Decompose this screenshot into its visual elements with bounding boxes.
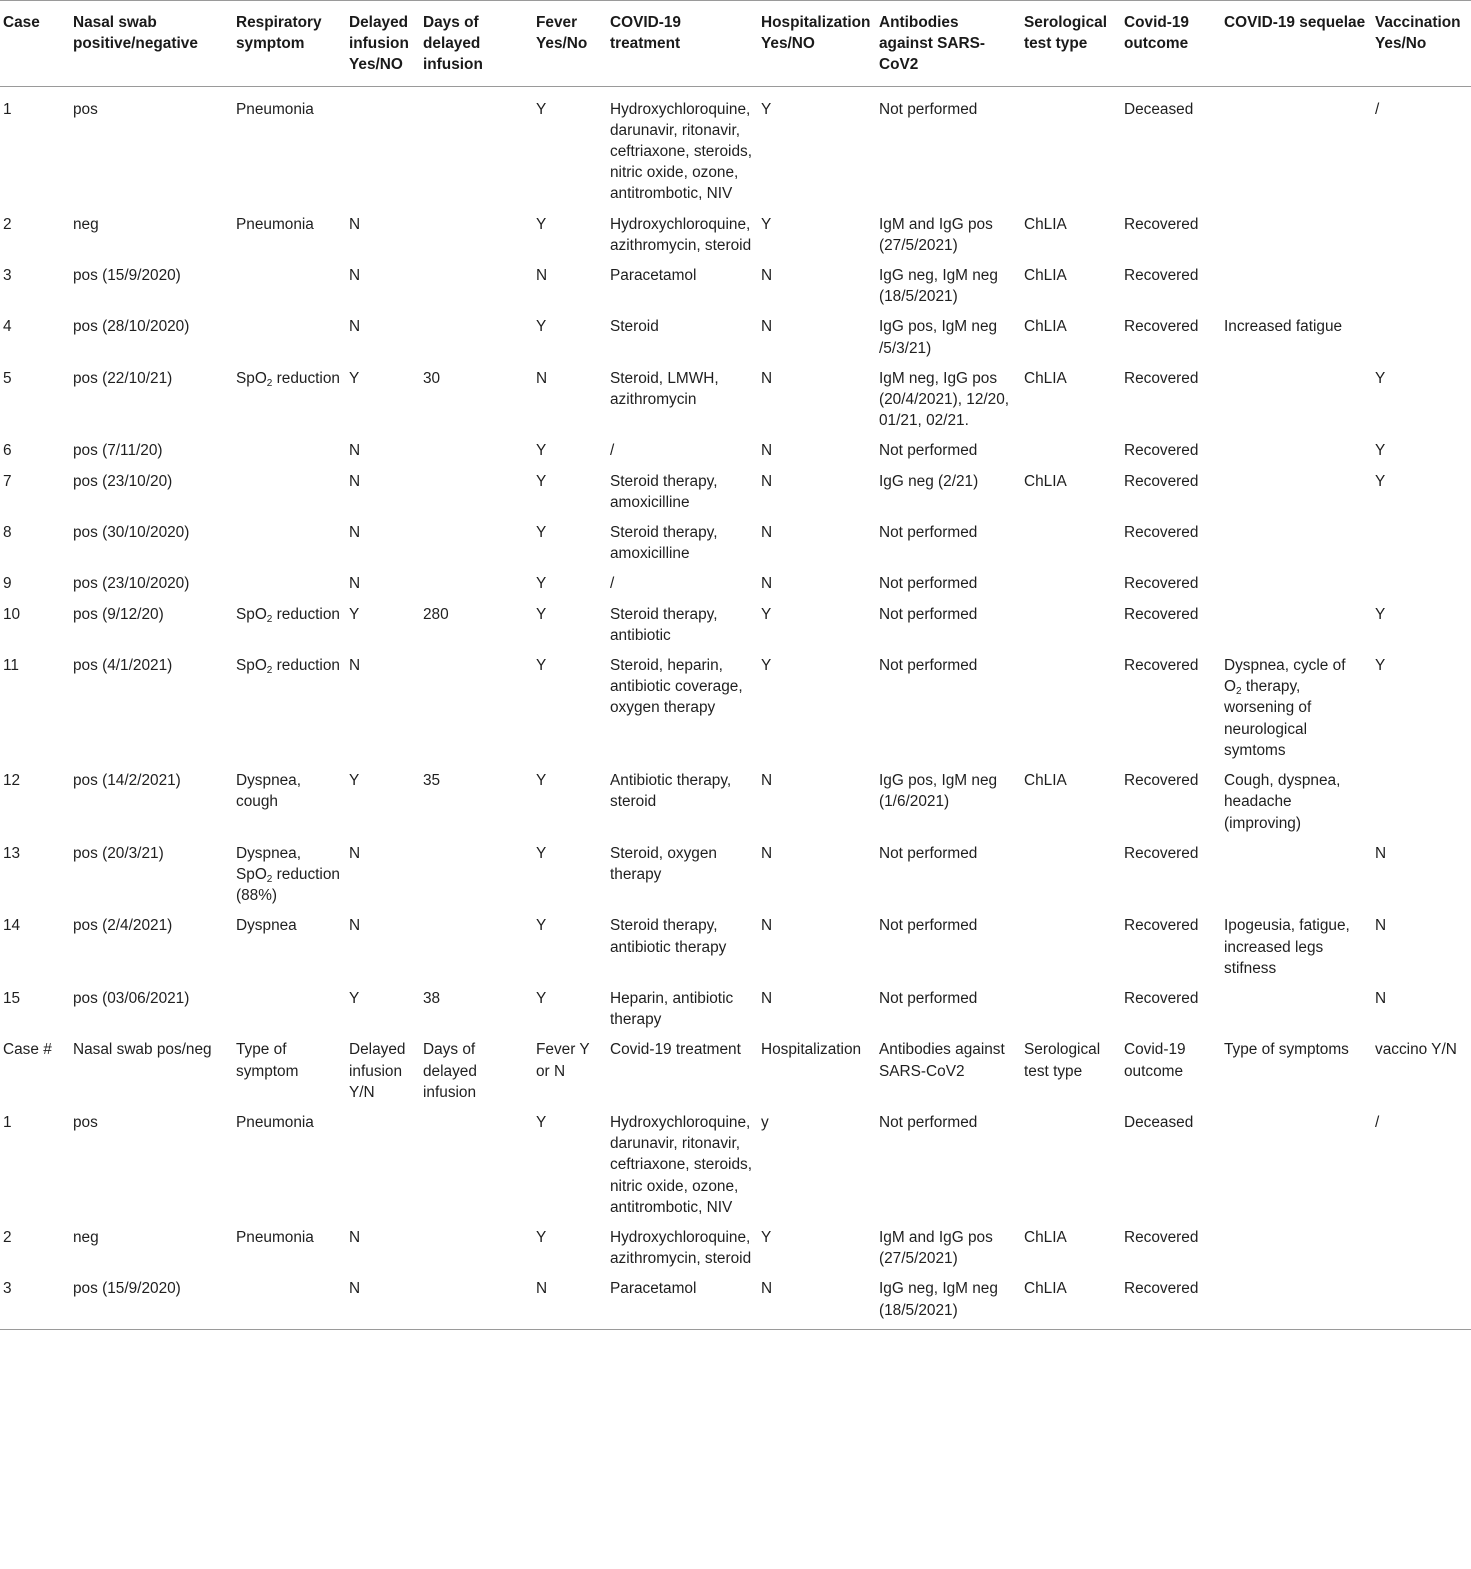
table-row (0, 838, 1471, 911)
table-cell: Hydroxychloroquine, azithromycin, steroid (610, 215, 752, 254)
table-row (0, 517, 1471, 568)
table-cell: N (761, 442, 773, 460)
table-cell: Y (761, 605, 772, 623)
table-cell (419, 1273, 532, 1329)
table-cell (1020, 86, 1120, 209)
table-cell: Recovered (1124, 369, 1199, 387)
table-body (0, 86, 1471, 1329)
table-cell: Recovered (1124, 524, 1199, 542)
table-cell: Y (761, 1228, 772, 1246)
table-cell (1020, 910, 1120, 983)
table-row (0, 910, 1471, 983)
table-row (0, 1222, 1471, 1273)
table-row (0, 435, 1471, 465)
table-cell: Y (1375, 472, 1386, 490)
table-cell: ChLIA (1024, 369, 1067, 387)
table-cell: IgM and IgG pos (27/5/2021) (879, 1228, 993, 1268)
table-cell: N (349, 575, 361, 593)
table-cell: Recovered (1124, 472, 1199, 490)
table-cell: 6 (3, 442, 12, 460)
table-cell: Steroid therapy, antibiotic therapy (610, 917, 727, 956)
table-cell: SpO$_2$ reduction (236, 657, 340, 677)
table-row (0, 86, 1471, 209)
table-cell: N (761, 369, 773, 387)
table-cell: Y (536, 989, 547, 1007)
table-cell: Recovered (1124, 844, 1199, 862)
table-cell: ChLIA (1020, 1273, 1120, 1329)
table-cell: Dyspnea (236, 917, 297, 935)
table-row (0, 1034, 1471, 1107)
table-cell: 2 (3, 215, 12, 233)
table-cell: pos (73, 100, 98, 118)
table-cell: Y (536, 524, 547, 542)
table-cell: Heparin, antibiotic therapy (610, 989, 734, 1029)
table-cell: 5 (3, 369, 12, 387)
table-cell: N (532, 1273, 606, 1329)
table-cell: pos (03/06/2021) (73, 989, 190, 1007)
table-cell: Steroid (610, 318, 659, 336)
table-cell (1220, 1222, 1371, 1273)
table-cell: / (1375, 100, 1380, 118)
table-cell: Type of symptom (236, 1041, 299, 1080)
table-cell: Y (536, 472, 547, 490)
table-cell: Not performed (879, 442, 978, 460)
column-header: Vaccination Yes/No (1371, 1, 1471, 87)
table-cell: Covid-19 outcome (1124, 1041, 1186, 1080)
column-header: Covid-19 outcome (1120, 1, 1220, 87)
table-cell: N (349, 1228, 361, 1246)
table-cell: 1 (3, 100, 12, 118)
table-cell: Y (349, 772, 360, 790)
table-cell (1020, 435, 1120, 465)
table-cell (1020, 1107, 1120, 1222)
table-cell (232, 466, 345, 517)
table-cell: Steroid therapy, antibiotic (610, 605, 718, 644)
table-cell (1220, 209, 1371, 260)
table-cell (1371, 260, 1471, 311)
table-cell: N (536, 267, 548, 285)
table-cell: Recovered (1124, 267, 1199, 285)
table-cell: 8 (3, 524, 12, 542)
table-cell: Steroid therapy, amoxicilline (610, 472, 718, 511)
table-cell (1020, 983, 1120, 1034)
table-cell: N (349, 472, 361, 490)
table-cell: IgG neg, IgM neg (18/5/2021) (879, 267, 998, 306)
table-cell: Hydroxychloroquine, darunavir, ritonavir, ceftriaxone, steroids, nitric oxide, ozone, antitrombotic, NIV (610, 1113, 753, 1216)
table-cell: Recovered (1124, 772, 1199, 790)
table-cell: SpO$_2$ reduction (236, 369, 340, 389)
table-cell: Y (761, 100, 772, 118)
table-cell: Recovered (1124, 1228, 1199, 1246)
table-cell: Y (536, 1113, 547, 1131)
table-cell: N (761, 772, 773, 790)
table-cell: Steroid, oxygen therapy (610, 844, 717, 883)
table-cell: IgM neg, IgG pos (20/4/2021), 12/20, 01/21, 02/21. (879, 369, 1010, 430)
table-cell: ChLIA (1024, 472, 1067, 490)
header-row (0, 1, 1471, 87)
table-cell: Recovered (1120, 1273, 1220, 1329)
table-cell: Y (1375, 369, 1386, 387)
table-cell (1220, 363, 1371, 436)
table-cell: Deceased (1124, 1113, 1194, 1131)
table-cell (419, 311, 532, 362)
table-cell: ChLIA (1024, 1228, 1067, 1246)
table-cell: Y (761, 215, 772, 233)
table-row (0, 983, 1471, 1034)
table-cell: 15 (3, 989, 21, 1007)
table-cell (1220, 1107, 1371, 1222)
table-cell (419, 650, 532, 765)
table-cell (1371, 517, 1471, 568)
table-cell: / (610, 575, 615, 593)
table-cell: Y (536, 657, 547, 675)
table-cell: Recovered (1124, 575, 1199, 593)
table-cell: Y (536, 318, 547, 336)
table-cell: N (349, 215, 361, 233)
table-cell: pos (9/12/20) (73, 605, 164, 623)
table-cell: pos (28/10/2020) (73, 318, 190, 336)
table-cell: N (1375, 989, 1387, 1007)
table-row (0, 599, 1471, 650)
table-cell: Deceased (1124, 100, 1194, 118)
table-cell: Ipogeusia, fatigue, increased legs stifness (1224, 917, 1350, 977)
table-cell: Y (536, 605, 547, 623)
table-cell: pos (23/10/2020) (73, 575, 190, 593)
table-cell: pos (4/1/2021) (73, 657, 173, 675)
table-cell: Not performed (879, 524, 978, 542)
table-cell (232, 260, 345, 311)
table-cell: Y (536, 100, 547, 118)
table-cell: Y (536, 772, 547, 790)
table-cell: Recovered (1124, 989, 1199, 1007)
table-cell: 30 (423, 369, 441, 387)
table-cell: Y (761, 657, 772, 675)
table-cell: vaccino Y/N (1375, 1041, 1457, 1059)
table-cell: pos (15/9/2020) (73, 267, 181, 285)
table-cell: Recovered (1124, 215, 1199, 233)
table-cell (1020, 838, 1120, 911)
table-cell: N (349, 267, 361, 285)
table-cell: IgM and IgG pos (27/5/2021) (879, 215, 993, 254)
table-cell: Nasal swab pos/neg (73, 1041, 212, 1059)
table-cell: IgG neg (2/21) (879, 472, 979, 490)
table-cell: Dyspnea, SpO$_2$ reduction (88%) (236, 844, 340, 905)
table-cell: Recovered (1124, 605, 1199, 623)
table-cell: ChLIA (1024, 318, 1067, 336)
table-cell: ChLIA (1024, 267, 1067, 285)
column-header: Hospitalization Yes/NO (757, 1, 875, 87)
table-header (0, 1, 1471, 87)
table-cell (1020, 568, 1120, 598)
table-cell: Pneumonia (236, 1113, 314, 1131)
table-cell: IgG pos, IgM neg (1/6/2021) (879, 772, 998, 811)
table-cell: 3 (0, 1273, 69, 1329)
table-cell: Hydroxychloroquine, azithromycin, steroid (610, 1228, 752, 1268)
table-cell: N (349, 442, 361, 460)
table-cell: 3 (3, 267, 12, 285)
table-cell: Recovered (1124, 657, 1199, 675)
table-row (0, 363, 1471, 436)
table-cell: Hospitalization (761, 1041, 862, 1059)
table-cell: Y (536, 442, 547, 460)
table-cell (419, 466, 532, 517)
table-cell (1220, 838, 1371, 911)
table-cell: N (761, 318, 773, 336)
table-cell: N (349, 657, 361, 675)
table-cell: Pneumonia (236, 100, 314, 118)
column-header: COVID-19 treatment (606, 1, 757, 87)
table-cell: 7 (3, 472, 12, 490)
table-cell: Case # (3, 1041, 52, 1059)
table-cell: N (761, 844, 773, 862)
table-cell: pos (7/11/20) (73, 442, 163, 460)
table-cell: Days of delayed infusion (423, 1041, 477, 1101)
table-cell: Not performed (879, 575, 978, 593)
table-cell (419, 209, 532, 260)
table-cell: N (757, 1273, 875, 1329)
table-cell (419, 435, 532, 465)
column-header: Respiratory symptom (232, 1, 345, 87)
table-cell (1020, 599, 1120, 650)
table-cell (419, 1222, 532, 1273)
table-cell (232, 1273, 345, 1329)
table-cell: pos (22/10/21) (73, 369, 173, 387)
table-cell: N (761, 267, 773, 285)
column-header: Serological test type (1020, 1, 1120, 87)
table-row (0, 1273, 1471, 1329)
table-cell: pos (73, 1113, 98, 1131)
table-cell: pos (20/3/21) (73, 844, 164, 862)
table-cell: N (349, 524, 361, 542)
table-cell: Recovered (1124, 318, 1199, 336)
table-cell (1371, 1222, 1471, 1273)
table-row (0, 568, 1471, 598)
table-cell: Y (1375, 657, 1386, 675)
table-cell: ChLIA (1024, 772, 1067, 790)
table-row (0, 765, 1471, 838)
column-header: COVID-19 sequelae (1220, 1, 1371, 87)
table-cell: pos (23/10/20) (73, 472, 173, 490)
table-cell: pos (30/10/2020) (73, 524, 190, 542)
table-cell: 9 (3, 575, 12, 593)
table-cell (419, 1107, 532, 1222)
table-cell: / (1375, 1113, 1380, 1131)
table-cell: pos (15/9/2020) (69, 1273, 232, 1329)
table-cell (1220, 517, 1371, 568)
table-cell (419, 568, 532, 598)
table-cell: Not performed (879, 100, 978, 118)
table-cell: Y (349, 989, 360, 1007)
table-cell: Paracetamol (610, 267, 697, 285)
table-cell (419, 838, 532, 911)
column-header: Case (0, 1, 69, 87)
table-cell: Paracetamol (606, 1273, 757, 1329)
table-cell: Hydroxychloroquine, darunavir, ritonavir, ceftriaxone, steroids, nitric oxide, ozone, antitrombotic, NIV (610, 100, 753, 203)
table-cell (1371, 568, 1471, 598)
table-cell (1020, 517, 1120, 568)
table-cell: Y (1375, 442, 1386, 460)
table-cell: SpO$_2$ reduction (236, 605, 340, 625)
table-cell: y (761, 1113, 769, 1131)
table-cell: / (610, 442, 615, 460)
table-cell (1220, 599, 1371, 650)
table-cell: N (349, 844, 361, 862)
table-cell: 2 (3, 1228, 12, 1246)
table-cell (1220, 466, 1371, 517)
table-cell (1220, 435, 1371, 465)
table-cell (1220, 568, 1371, 598)
table-cell: Not performed (879, 605, 978, 623)
table-cell: 1 (3, 1113, 12, 1131)
table-cell: neg (73, 1228, 99, 1246)
table-cell (1220, 260, 1371, 311)
table-cell: Steroid, LMWH, azithromycin (610, 369, 719, 409)
column-header: Fever Yes/No (532, 1, 606, 87)
table-cell: Not performed (879, 989, 978, 1007)
table-cell: 280 (423, 605, 449, 623)
table-cell: N (1375, 917, 1387, 935)
table-cell: N (761, 989, 773, 1007)
table-cell: neg (73, 215, 99, 233)
table-cell: IgG neg, IgM neg (18/5/2021) (875, 1273, 1020, 1329)
table-row (0, 311, 1471, 362)
table-cell: 12 (3, 772, 21, 790)
table-cell: Not performed (879, 1113, 978, 1131)
table-cell: 38 (423, 989, 441, 1007)
table-cell: Increased fatigue (1224, 318, 1343, 336)
table-cell: Serological test type (1024, 1041, 1101, 1080)
table-cell: Type of symptoms (1224, 1041, 1349, 1059)
table-cell: Steroid therapy, amoxicilline (610, 524, 718, 563)
table-row (0, 466, 1471, 517)
table-cell (232, 568, 345, 598)
table-cell (1220, 1273, 1371, 1329)
table-cell: Y (536, 215, 547, 233)
table-cell (345, 1107, 419, 1222)
table-cell: 4 (3, 318, 12, 336)
table-cell: N (349, 318, 361, 336)
table-cell: 10 (3, 605, 21, 623)
table-cell: Pneumonia (236, 1228, 314, 1246)
table-cell: Dyspnea, cough (236, 772, 302, 811)
table-cell: N (349, 917, 361, 935)
table-cell: Y (536, 1228, 547, 1246)
table-cell: N (345, 1273, 419, 1329)
table-cell: Antibodies against SARS-CoV2 (879, 1041, 1005, 1080)
table-cell (232, 983, 345, 1034)
table-cell: Delayed infusion Y/N (349, 1041, 406, 1101)
column-header: Days of delayed infusion (419, 1, 532, 87)
table-cell (1371, 1273, 1471, 1329)
table-cell (1220, 86, 1371, 209)
table-cell: pos (14/2/2021) (73, 772, 181, 790)
table-cell (345, 86, 419, 209)
table-cell (1371, 765, 1471, 838)
table-cell: Antibiotic therapy, steroid (610, 772, 732, 811)
table-cell: Covid-19 treatment (610, 1041, 741, 1059)
column-header: Delayed infusion Yes/NO (345, 1, 419, 87)
table-cell: 11 (3, 657, 19, 675)
table-row (0, 209, 1471, 260)
table-cell (419, 517, 532, 568)
table-cell: Dyspnea, cycle of $O_2$ therapy, worsening of neurological symtoms (1224, 657, 1346, 759)
table-cell (1020, 650, 1120, 765)
table-cell (1220, 983, 1371, 1034)
table-cell: N (1375, 844, 1387, 862)
table-cell: Y (1375, 605, 1386, 623)
table-row (0, 260, 1471, 311)
table-cell (419, 910, 532, 983)
table-cell: Not performed (879, 917, 978, 935)
table-cell: Cough, dyspnea, headache (improving) (1224, 772, 1341, 832)
table-cell: Y (536, 575, 547, 593)
table-cell: Fever Y or N (536, 1041, 590, 1080)
table-cell (232, 517, 345, 568)
table-cell: Pneumonia (236, 215, 314, 233)
table-cell: IgG pos, IgM neg /5/3/21) (879, 318, 998, 357)
table-cell (1371, 209, 1471, 260)
table-cell: N (761, 575, 773, 593)
table-cell: 14 (3, 917, 21, 935)
table-cell (419, 260, 532, 311)
column-header: Antibodies against SARS-CoV2 (875, 1, 1020, 87)
table-cell (232, 311, 345, 362)
table-cell (1371, 311, 1471, 362)
table-cell: N (761, 524, 773, 542)
table-cell: N (761, 472, 773, 490)
table-cell: N (761, 917, 773, 935)
column-header: Nasal swab positive/negative (69, 1, 232, 87)
table-cell: Y (349, 369, 360, 387)
table-cell: Y (536, 844, 547, 862)
table-cell: 13 (3, 844, 21, 862)
table-cell: N (536, 369, 548, 387)
table-cell: pos (2/4/2021) (73, 917, 173, 935)
table-cell: Steroid, heparin, antibiotic coverage, oxygen therapy (610, 657, 743, 717)
table-cell: Not performed (879, 657, 978, 675)
table-cell: ChLIA (1024, 215, 1067, 233)
table-cell: Recovered (1124, 442, 1199, 460)
table-cell (419, 86, 532, 209)
table-cell (232, 435, 345, 465)
table-row (0, 1107, 1471, 1222)
table-cell: Not performed (879, 844, 978, 862)
table-cell: Y (536, 917, 547, 935)
table-cell: 35 (423, 772, 441, 790)
table-cell: Y (349, 605, 360, 623)
table-row (0, 650, 1471, 765)
table-cell: Recovered (1124, 917, 1199, 935)
